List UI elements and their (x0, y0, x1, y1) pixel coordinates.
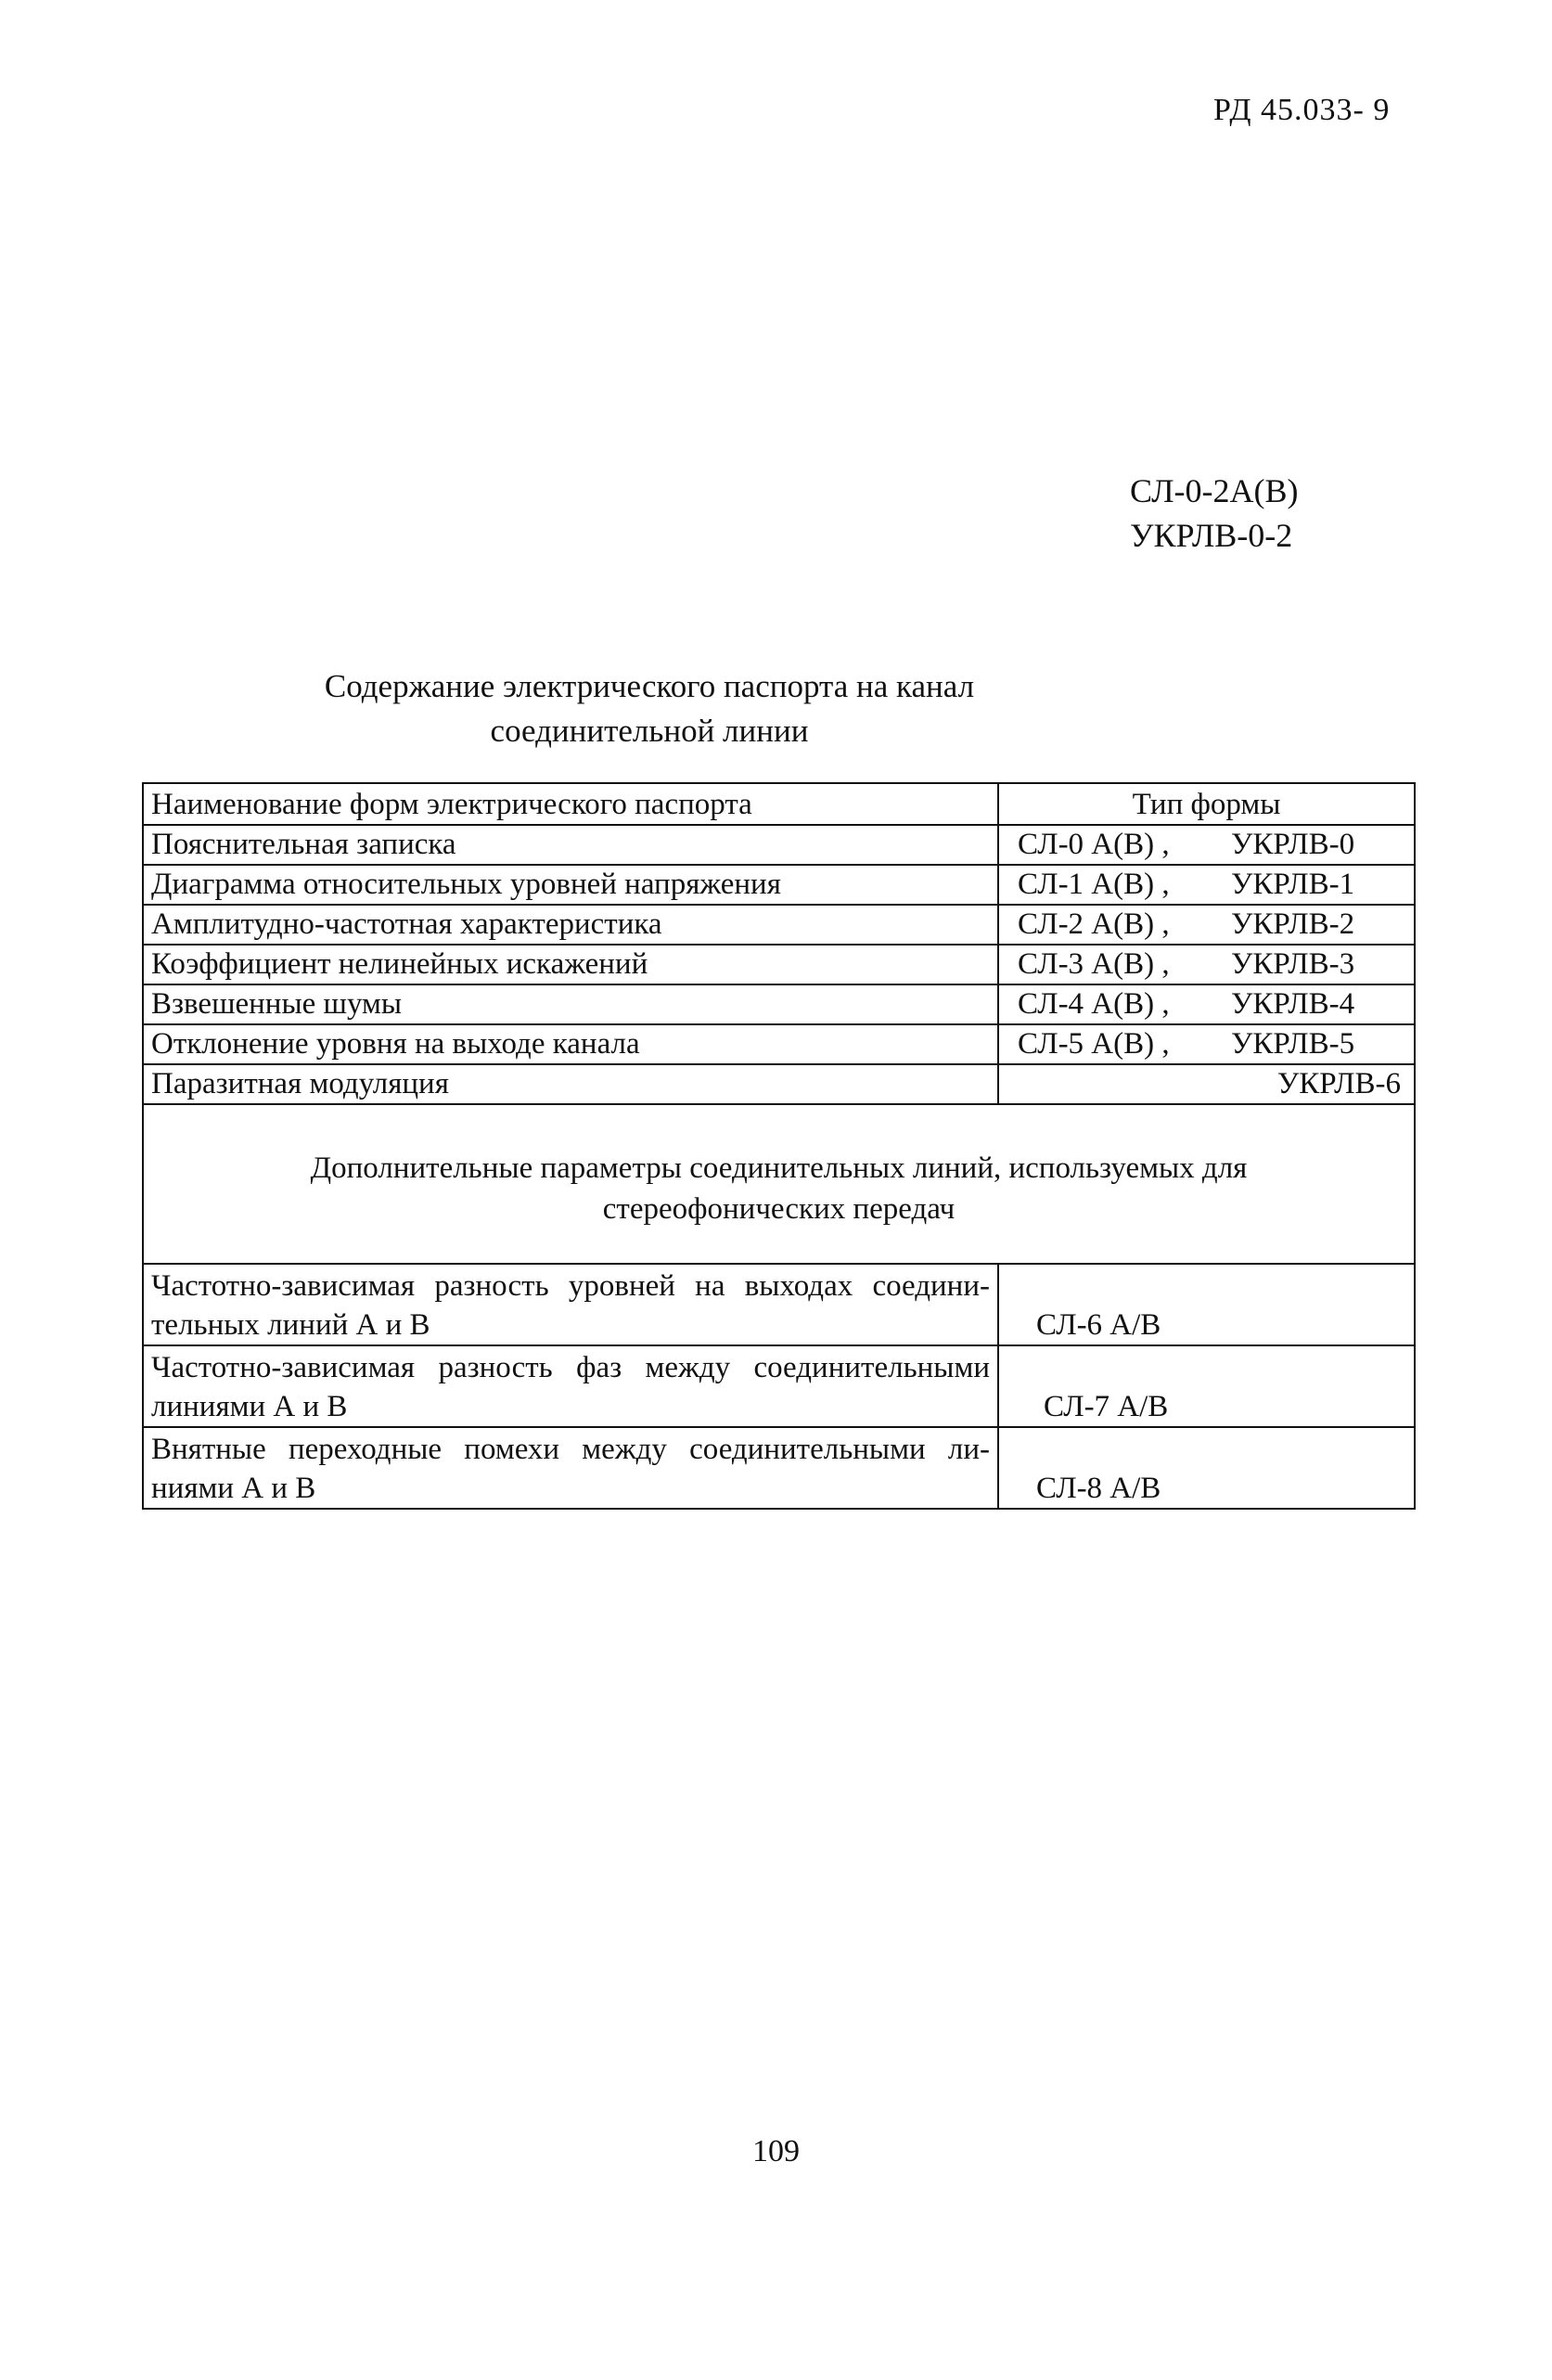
table-row (144, 1023, 1414, 1063)
row-type-sl: СЛ-4 А(В) , (1018, 987, 1170, 1021)
title-line2: соединительной линии (490, 713, 809, 749)
row-type-sl: СЛ-5 А(В) , (1018, 1027, 1170, 1061)
row-name-cell (144, 1025, 999, 1063)
table-row (144, 944, 1414, 984)
row-type-ukrlv: УКРЛВ-0 (1231, 828, 1355, 861)
row-name: Коэффициент нелинейных искажений (151, 947, 648, 981)
page-number: 109 (752, 2134, 800, 2168)
row-type-cell (999, 866, 1414, 904)
row-type-cell (999, 946, 1414, 984)
title-line1: Содержание электрического паспорта на канал (324, 668, 975, 704)
row-name: Отклонение уровня на выходе канала (151, 1027, 640, 1061)
row-type-sl: СЛ-7 А/В (1044, 1390, 1169, 1423)
row-type-ukrlv: УКРЛВ-3 (1231, 947, 1355, 981)
row-type-cell (999, 1065, 1414, 1103)
page-title (278, 664, 1020, 753)
row-name: Диаграмма относительных уровней напряжения (151, 868, 781, 901)
table-row (144, 1263, 1414, 1344)
row-name-cell (144, 826, 999, 864)
row-type-sl: СЛ-1 А(В) , (1018, 868, 1170, 901)
row-type-ukrlv: УКРЛВ-5 (1231, 1027, 1355, 1061)
row-type-sl: СЛ-3 А(В) , (1018, 947, 1170, 981)
row-type-cell (999, 985, 1414, 1023)
row-type-ukrlv: УКРЛВ-6 (1276, 1067, 1401, 1100)
stereo-parameters-heading (144, 1103, 1414, 1263)
row-name: Амплитудно-частотная характеристика (151, 907, 662, 941)
table-row (144, 904, 1414, 944)
row-name: Взвешенные шумы (151, 987, 403, 1021)
header-name-label: Наименование форм электрического паспорта (151, 788, 752, 821)
table-row (144, 864, 1414, 904)
row-name: Пояснительная записка (151, 828, 456, 861)
header-type-label: Тип формы (1132, 788, 1281, 821)
row-type-sl: СЛ-2 А(В) , (1018, 907, 1170, 941)
row-type-sl: СЛ-6 А/В (1036, 1308, 1161, 1342)
row-type-ukrlv: УКРЛВ-2 (1231, 907, 1355, 941)
row-type-sl: СЛ-0 А(В) , (1018, 828, 1170, 861)
row-type-cell (999, 1428, 1414, 1508)
table-row (144, 1063, 1414, 1103)
row-type-cell (999, 906, 1414, 944)
row-name-cell: Внятные переходные помехи между соединительными ли-ниями А и В (144, 1428, 999, 1508)
table-header-row (144, 784, 1414, 824)
header-name-cell (144, 784, 999, 824)
row-type-cell (999, 1025, 1414, 1063)
row-type-cell (999, 1346, 1414, 1426)
row-name-cell (144, 946, 999, 984)
row-type-cell (999, 1263, 1414, 1344)
row-name: Паразитная модуляция (151, 1067, 449, 1100)
table-row (144, 1344, 1414, 1426)
table-row (144, 824, 1414, 864)
form-code-line1: СЛ-0-2А(В) (1130, 472, 1299, 509)
subheading-line2: стереофонических передач (602, 1192, 956, 1226)
row-name-cell (144, 906, 999, 944)
table-row (144, 984, 1414, 1023)
forms-table (142, 782, 1416, 1510)
row-name-cell (144, 1065, 999, 1103)
subheading-line1: Дополнительные параметры соединительных линий, используемых для (310, 1151, 1248, 1185)
row-type-cell (999, 826, 1414, 864)
row-type-ukrlv: УКРЛВ-1 (1231, 868, 1355, 901)
table-row (144, 1426, 1414, 1508)
form-code (1130, 469, 1299, 558)
row-name-cell (144, 866, 999, 904)
header-type-cell (999, 784, 1414, 824)
row-type-sl: СЛ-8 А/В (1036, 1472, 1161, 1505)
row-type-ukrlv: УКРЛВ-4 (1231, 987, 1355, 1021)
document-code: РД 45.033- 9 (1213, 93, 1391, 127)
row-name-cell: Частотно-зависимая разность уровней на выходах соедини-тельных линий А и В (144, 1263, 999, 1344)
row-name-cell (144, 985, 999, 1023)
form-code-line2: УКРЛВ-0-2 (1130, 517, 1293, 554)
row-name-cell: Частотно-зависимая разность фаз между соединительными линиями А и В (144, 1346, 999, 1426)
